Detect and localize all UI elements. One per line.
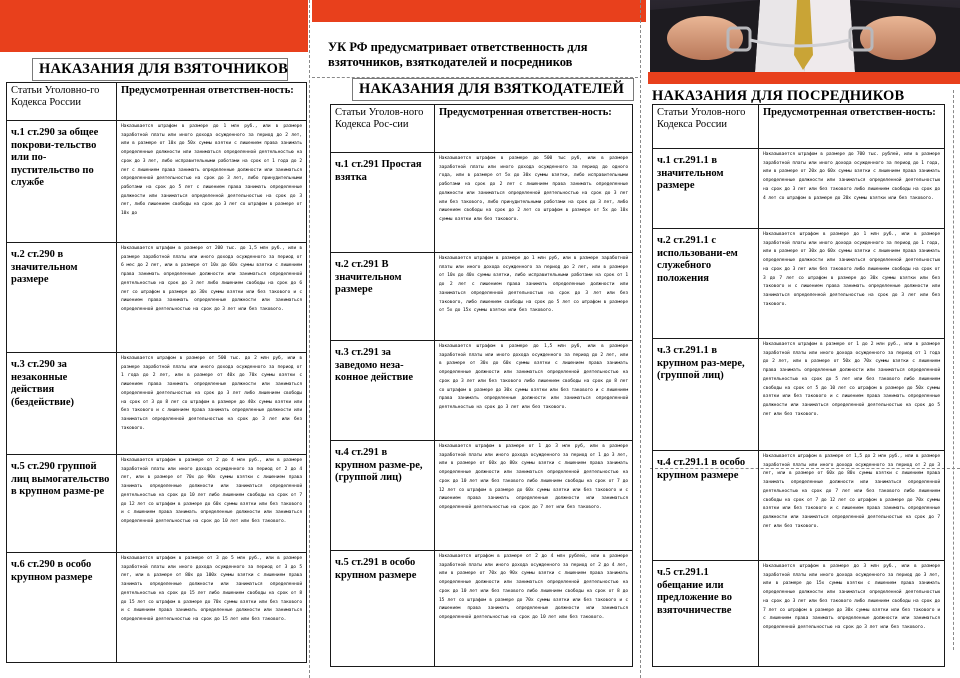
penalty-table-bribe-givers [330, 104, 633, 667]
penalty-text-cell: Наказывается штрафом в размере от 2 до 4 млн рублей, или в размере заработной платы или иного дохода осужденного за период от 2 до 4 лет, или в размере от 70х до 90х суммы взятки с лишением права занимать определенные должности или заниматься определенной деятельностью на срок до 10 лет или без такового либо лишением свободы на срок от 8 до 15 лет со штрафом в размере до 70х суммы взятки или без такового и с лишением права занимать определенные должности или заниматься определенной деятельностью на срок до 10 лет или без такового. [435, 551, 633, 667]
column-header-article: Статьи Уголов-ного Кодекса России [653, 105, 759, 149]
section-title-intermediaries: НАКАЗАНИЯ ДЛЯ ПОСРЕДНИКОВ [652, 88, 905, 104]
penalty-text-cell: Наказывается штрафом в размере до 1 млн руб., или в размере заработной платы или иного дохода осужденного за период до 1 года, или в размере от 30х до 60х суммы взятки с лишением права занимать определенные должности или заниматься определенной деятельностью на срок до 3 лет или без такового либо лишением свободы на срок от 3 до 7 лет со штрафом в размере до 30х суммы взятки или без такового и с лишением права занимать определенные должности или заниматься определенной деятельностью на срок до 3 лет или без такового. [759, 229, 945, 339]
penalty-text-cell: Наказывается штрафом в размере до 1 млн руб., или в размере заработной платы или иного дохода осужденного за период до 2 лет, или в размере от 10х до 50х суммы взятки с лишением права занимать определенные должности или заниматься определенной деятельностью на срок до 3 лет, либо исправительными работами на срок от 1 года до 2 лет с лишением права занимать определенные должности или заниматься определенной деятельностью на срок до 3 лет, либо принудительными работами на срок до 5 лет с лишением права занимать определенные должности или заниматься определенной деятельностью на срок до 3 лет, либо лишением свободы на срок до 3 лет со штрафом в размере от 10х до [117, 121, 307, 243]
column-header-liability: Предусмотренная ответствен-ность: [117, 83, 307, 121]
article-cell: ч.1 ст.291 Простая взятка [331, 153, 435, 253]
article-cell: ч.1 ст.291.1 в значительном размере [653, 149, 759, 229]
penalty-text-cell: Наказывается штрафом в размере до 3 млн руб., или в размере заработной платы или иного дохода осужденного за период до 3 лет, или в размере до 15х суммы взятки с лишением права занимать определенные должности или заниматься определенной деятельностью на срок до 3 лет или без такового либо лишением свободы на срок до 7 лет со штрафом в размере до 30х суммы взятки или без такового и с лишением права занимать определенные должности или заниматься определенной деятельностью на срок до 3 лет или без такового. [759, 561, 945, 667]
article-cell: ч.5 ст.291 в особо крупном размере [331, 551, 435, 667]
article-cell: ч.1 ст.290 за общее покрови-тельство или по-пустительство по службе [7, 121, 117, 243]
column-header-article: Статьи Уголовно-го Кодекса России [7, 83, 117, 121]
guide-line [309, 0, 310, 678]
handcuffed-hands-photo [650, 0, 960, 72]
penalty-text-cell: Наказывается штрафом в размере от 3 до 5 млн руб., или в размере заработной платы или иного дохода осужденного за период от 3 до 5 лет, или в размере от 80х до 100х суммы взятки с лишением права занимать определенные должности или заниматься определенной деятельностью на срок до 15 лет либо лишением свободы на срок от 8 до 15 лет со штрафом в размере до 70х суммы взятки или без такового и с лишением права занимать определенные должности или заниматься определенной деятельностью на срок до 15 лет или без такового. [117, 553, 307, 663]
article-cell: ч.5 ст.290 группой лиц вымогательство в крупном разме-ре [7, 455, 117, 553]
article-cell: ч.3 ст.290 за незаконные действия (бездействие) [7, 353, 117, 455]
article-cell: ч.3 ст.291.1 в крупном раз-мере, (группой лиц) [653, 339, 759, 451]
penalty-text-cell: Наказывается штрафом в размере от 1 до 3 млн руб, или в размере заработной платы или иного дохода осужденного за период от 1 до 3 лет, или в размере от 60х до 80х суммы взятки с лишением права занимать определенные должности или заниматься определенной деятельностью на срок до 10 лет или без такового либо лишением свободы на срок от 7 до 12 лет со штрафом в размере до 60х суммы взятки или без такового и с лишением права занимать определенные должности или заниматься определенной деятельностью на срок до 7 лет или без такового. [435, 441, 633, 551]
column-header-article: Статьи Уголов-ного Кодекса Рос-сии [331, 105, 435, 153]
article-cell: ч.2 ст.291 В значительном размере [331, 253, 435, 341]
penalty-text-cell: Наказывается штрафом в размере до 1,5 млн руб, или в размере заработной платы или иного дохода осужденного за период до 2 лет, или в размере от 30х до 60х суммы взятки с лишением права занимать определенные должности или заниматься определенной деятельностью на срок до 3 лет или без такового либо лишением свободы на срок до 8 лет со штрафом в размере до 30х суммы взятки или без такового и с лишением права занимать определенные должности или заниматься определенной деятельностью на срок до 3 лет или без такового. [435, 341, 633, 441]
penalty-text-cell: Наказывается штрафом в размере от 200 тыс. до 1,5 млн руб., или в размере заработной платы или иного дохода осужденного за период от 6 мес до 2 лет, или в размере от 10х до 60х суммы взятки с лишением права занимать определенные должности или заниматься определенной деятельностью на срок до 3 лет либо лишением свободы на срок до 6 лет со штрафом в размере до 30х суммы взятки или без такового и с лишением права занимать определенные должности или заниматься определенной деятельностью на срок до 3 лет или без такового. [117, 243, 307, 353]
red-band-left [0, 0, 308, 52]
penalty-table-intermediaries [652, 104, 945, 667]
penalty-text-cell: Наказывается штрафом в размере до 1 млн руб, или в размере заработной платы или иного дохода осужденного за период до 2 лет, или в размере от 10х до 40х суммы взятки, либо исправительными работами на срок от 1 до 2 лет с лишением права занимать определенные должности или заниматься определенной деятельностью на срок до 3 лет или без такового, либо лишением свободы на срок до 5 лет со штрафом в размере от 5х до 15х суммы взятки или без такового. [435, 253, 633, 341]
article-cell: ч.4 ст.291.1 в особо крупном размере [653, 451, 759, 561]
penalty-table-bribe-takers [6, 82, 307, 663]
article-cell: ч.3 ст.291 за заведомо неза-конное действие [331, 341, 435, 441]
article-cell: ч.2 ст.290 в значительном размере [7, 243, 117, 353]
article-cell: ч.6 ст.290 в особо крупном размере [7, 553, 117, 663]
penalty-text-cell: Наказывается штрафом в размере до 700 тыс. рублей, или в размере заработной платы или иного дохода осужденного за период до 1 года, или в размере от 20х до 60х суммы взятки с лишением права занимать определенные должности или заниматься определенной деятельностью на срок до 3 лет или без такового либо лишением свободы на срок до 4 лет со штрафом в размере до 20х суммы взятки или без такового. [759, 149, 945, 229]
penalty-text-cell: Наказывается штрафом в размере от 2 до 4 млн руб., или в размере заработной платы или иного дохода осужденного за период от 2 до 4 лет, или в размере от 70х до 90х суммы взятки с лишением права занимать определенные должности или заниматься определенной деятельностью на срок до 10 лет либо лишением свободы на срок от 7 до 12 лет со штрафом в размере до 60х суммы взятки или без такового и с лишением права занимать определенные должности или заниматься определенной деятельностью на срок до 10 лет или без такового. [117, 455, 307, 553]
article-cell: ч.5 ст.291.1 обещание или предложение во взяточничестве [653, 561, 759, 667]
section-title-bribe-takers: НАКАЗАНИЯ ДЛЯ ВЗЯТОЧНИКОВ [32, 58, 288, 81]
penalty-text-cell: Наказывается штрафом в размере от 1 до 2 млн руб., или в размере заработной платы или иного дохода осужденного за период от 1 года до 2 лет, или в размере от 50х до 70х суммы взятки с лишением права занимать определенные должности или заниматься определенной деятельностью на срок до 5 лет или без такового либо лишением свободы на срок от 5 до 10 лет со штрафом в размере до 50х суммы взятки или без такового и с лишением права занимать определенные должности или заниматься определенной деятельностью на срок до 5 лет или без такового. [759, 339, 945, 451]
penalty-text-cell: Наказывается штрафом в размере от 500 тыс. до 2 млн руб, или в размере заработной платы или иного дохода осужденного за период от 1 года до 2 лет, или в размере от 40х до 70х суммы взятки с лишением права занимать определенные должности или заниматься определенной деятельностью на срок до 3 лет либо лишением свободы на срок от 3 до 8 лет со штрафом в размере до 40х суммы взятки или без такового и с лишением права занимать определенные должности или заниматься определенной деятельностью на срок до 3 лет или без такового. [117, 353, 307, 455]
photo-illustration [650, 0, 960, 72]
guide-line [640, 0, 641, 678]
column-header-liability: Предусмотренная ответствен-ность: [759, 105, 945, 149]
column-header-liability: Предусмотренная ответствен-ность: [435, 105, 633, 153]
penalty-text-cell: Наказывается штрафом в размере до 500 тыс руб, или в размере заработной платы или иного дохода осужденного за период до одного года, или в размере от 5х до 30х суммы взятки, либо исправительными работами на срок до 2 лет с лишением права занимать определенные должности или заниматься определенной деятельностью на срок до 3 лет или без такового, либо принудительными работами на срок до 3 лет, либо лишением свободы на срок до 2 лет со штрафом в размере от 5х до 10х суммы взятки или без такового. [435, 153, 633, 253]
guide-line [953, 90, 954, 650]
penalty-text-cell: Наказывается штрафом в размере от 1,5 до 2 млн руб., или в размере заработной платы или иного дохода осужденного за период от 2 до 3 лет, или в размере от 60х до 80х суммы взятки с лишением права занимать определенные должности или заниматься определенной деятельностью на срок до 7 лет или без такового либо лишением свободы на срок от 7 до 12 лет со штрафом в размере до 70х суммы взятки или без такового и с лишением права занимать определенные должности или заниматься определенной деятельностью на срок до 7 лет или без такового. [759, 451, 945, 561]
red-band-right [648, 72, 960, 84]
section-title-bribe-givers: НАКАЗАНИЯ ДЛЯ ВЗЯТКОДАТЕЛЕЙ [352, 78, 634, 101]
article-cell: ч.4 ст.291 в крупном разме-ре, (группой лиц) [331, 441, 435, 551]
leaflet-subheading: УК РФ предусматривает ответственность для взяточников, взяткодателей и посредников [328, 40, 588, 69]
article-cell: ч.2 ст.291.1 с использовани-ем служебного положения [653, 229, 759, 339]
red-band-middle [312, 0, 646, 22]
